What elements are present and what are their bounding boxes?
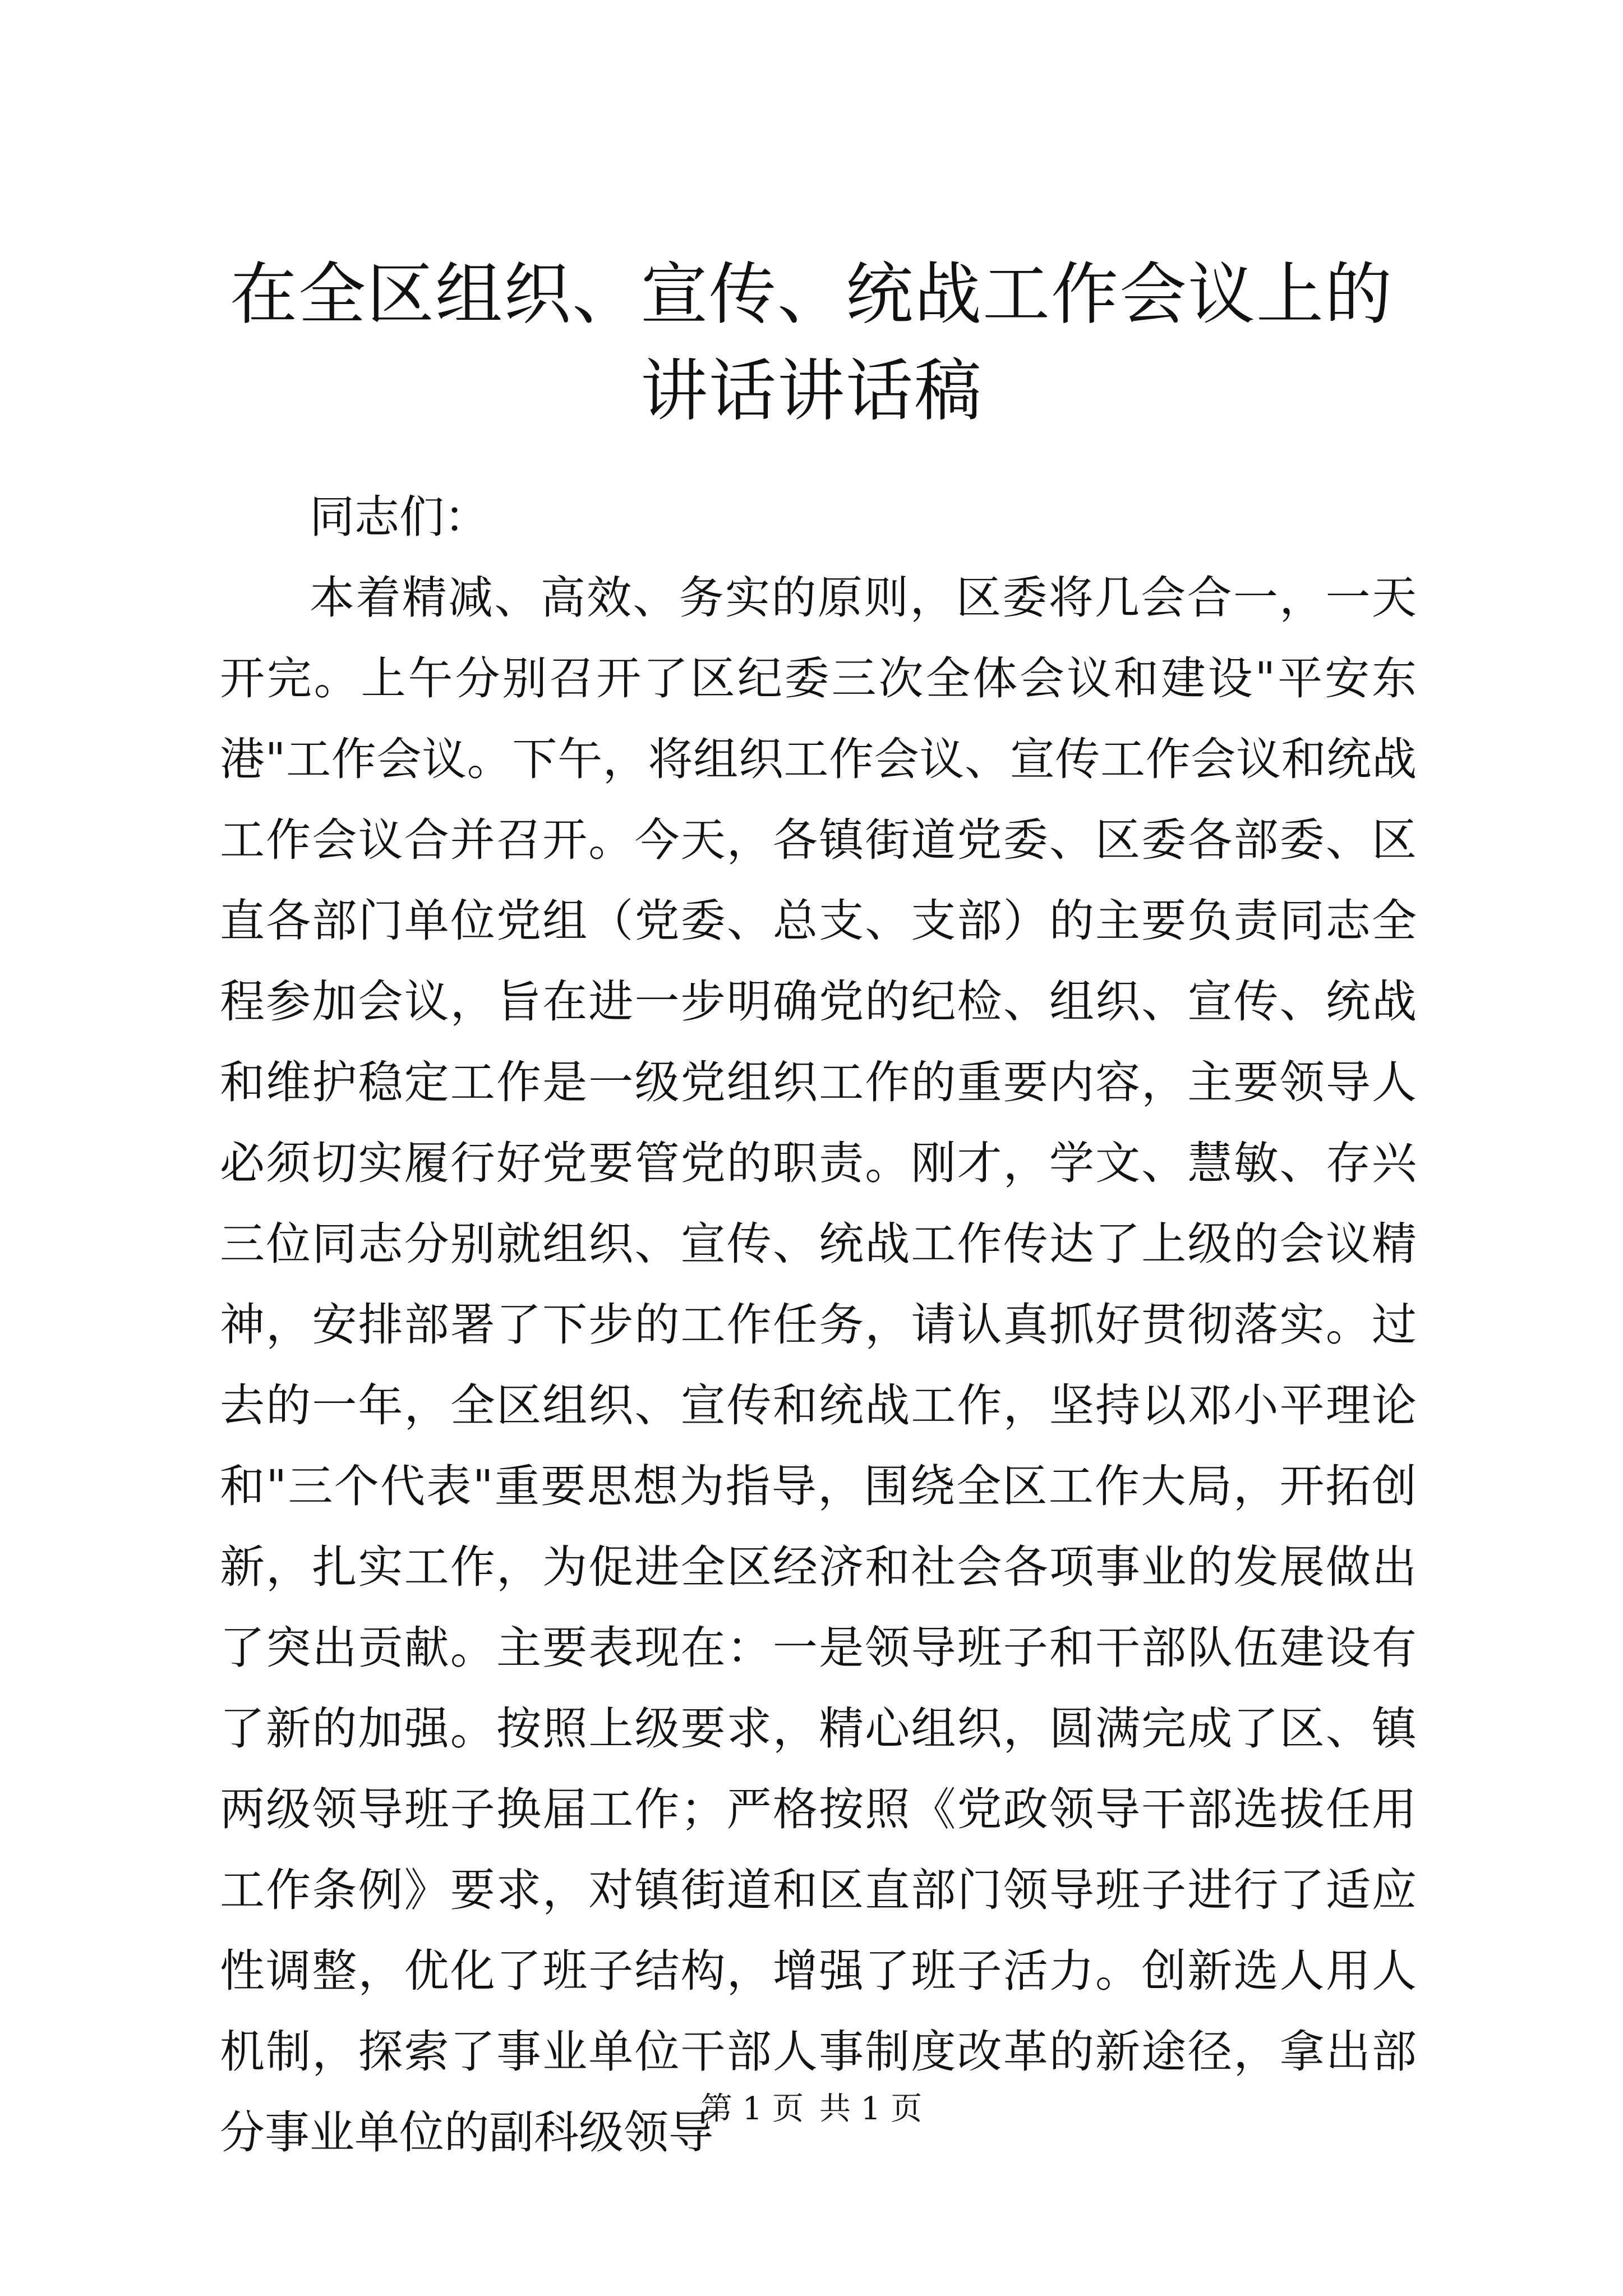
body-paragraph: 本着精减、高效、务实的原则，区委将几会合一，一天开完。上午分别召开了区纪委三次全体会议和建设"平安东港"工作会议。下午，将组织工作会议、宣传工作会议和统战工作会议合并召开。今天，各镇街道党委、区委各部委、区直各部门单位党组（党委、总支、支部）的主要负责同志全程参加会议，旨在进一步明确党的纪检、组织、宣传、统战和维护稳定工作是一级党组织工作的重要内容，主要领导人必须切实履行好党要管党的职责。刚才，学文、慧敏、存兴三位同志分别就组织、宣传、统战工作传达了上级的会议精神，安排部署了下步的工作任务，请认真抓好贯彻落实。过去的一年，全区组织、宣传和统战工作，坚持以邓小平理论和"三个代表"重要思想为指导，围绕全区工作大局，开拓创新，扎实工作，为促进全区经济和社会各项事业的发展做出了突出贡献。主要表现在：一是领导班子和干部队伍建设有了新的加强。按照上级要求，精心组织，圆满完成了区、镇两级领导班子换届工作；严格按照《党政领导干部选拔任用工作条例》要求，对镇街道和区直部门领导班子进行了适应性调整，优化了班子结构，增强了班子活力。创新选人用人机制，探索了事业单位干部人事制度改革的新途径，拿出部分事业单位的副科级领导 [220,572,1417,2159]
salutation: 同志们： [310,491,489,543]
page-total: 共 1 页 [819,2091,923,2127]
page-footer [0,2090,1623,2129]
document-title: 在全区组织、宣传、统战工作会议上的讲话讲话稿 [230,256,1393,430]
page-number: 第 1 页 [700,2091,804,2127]
document-body [220,477,1417,2173]
